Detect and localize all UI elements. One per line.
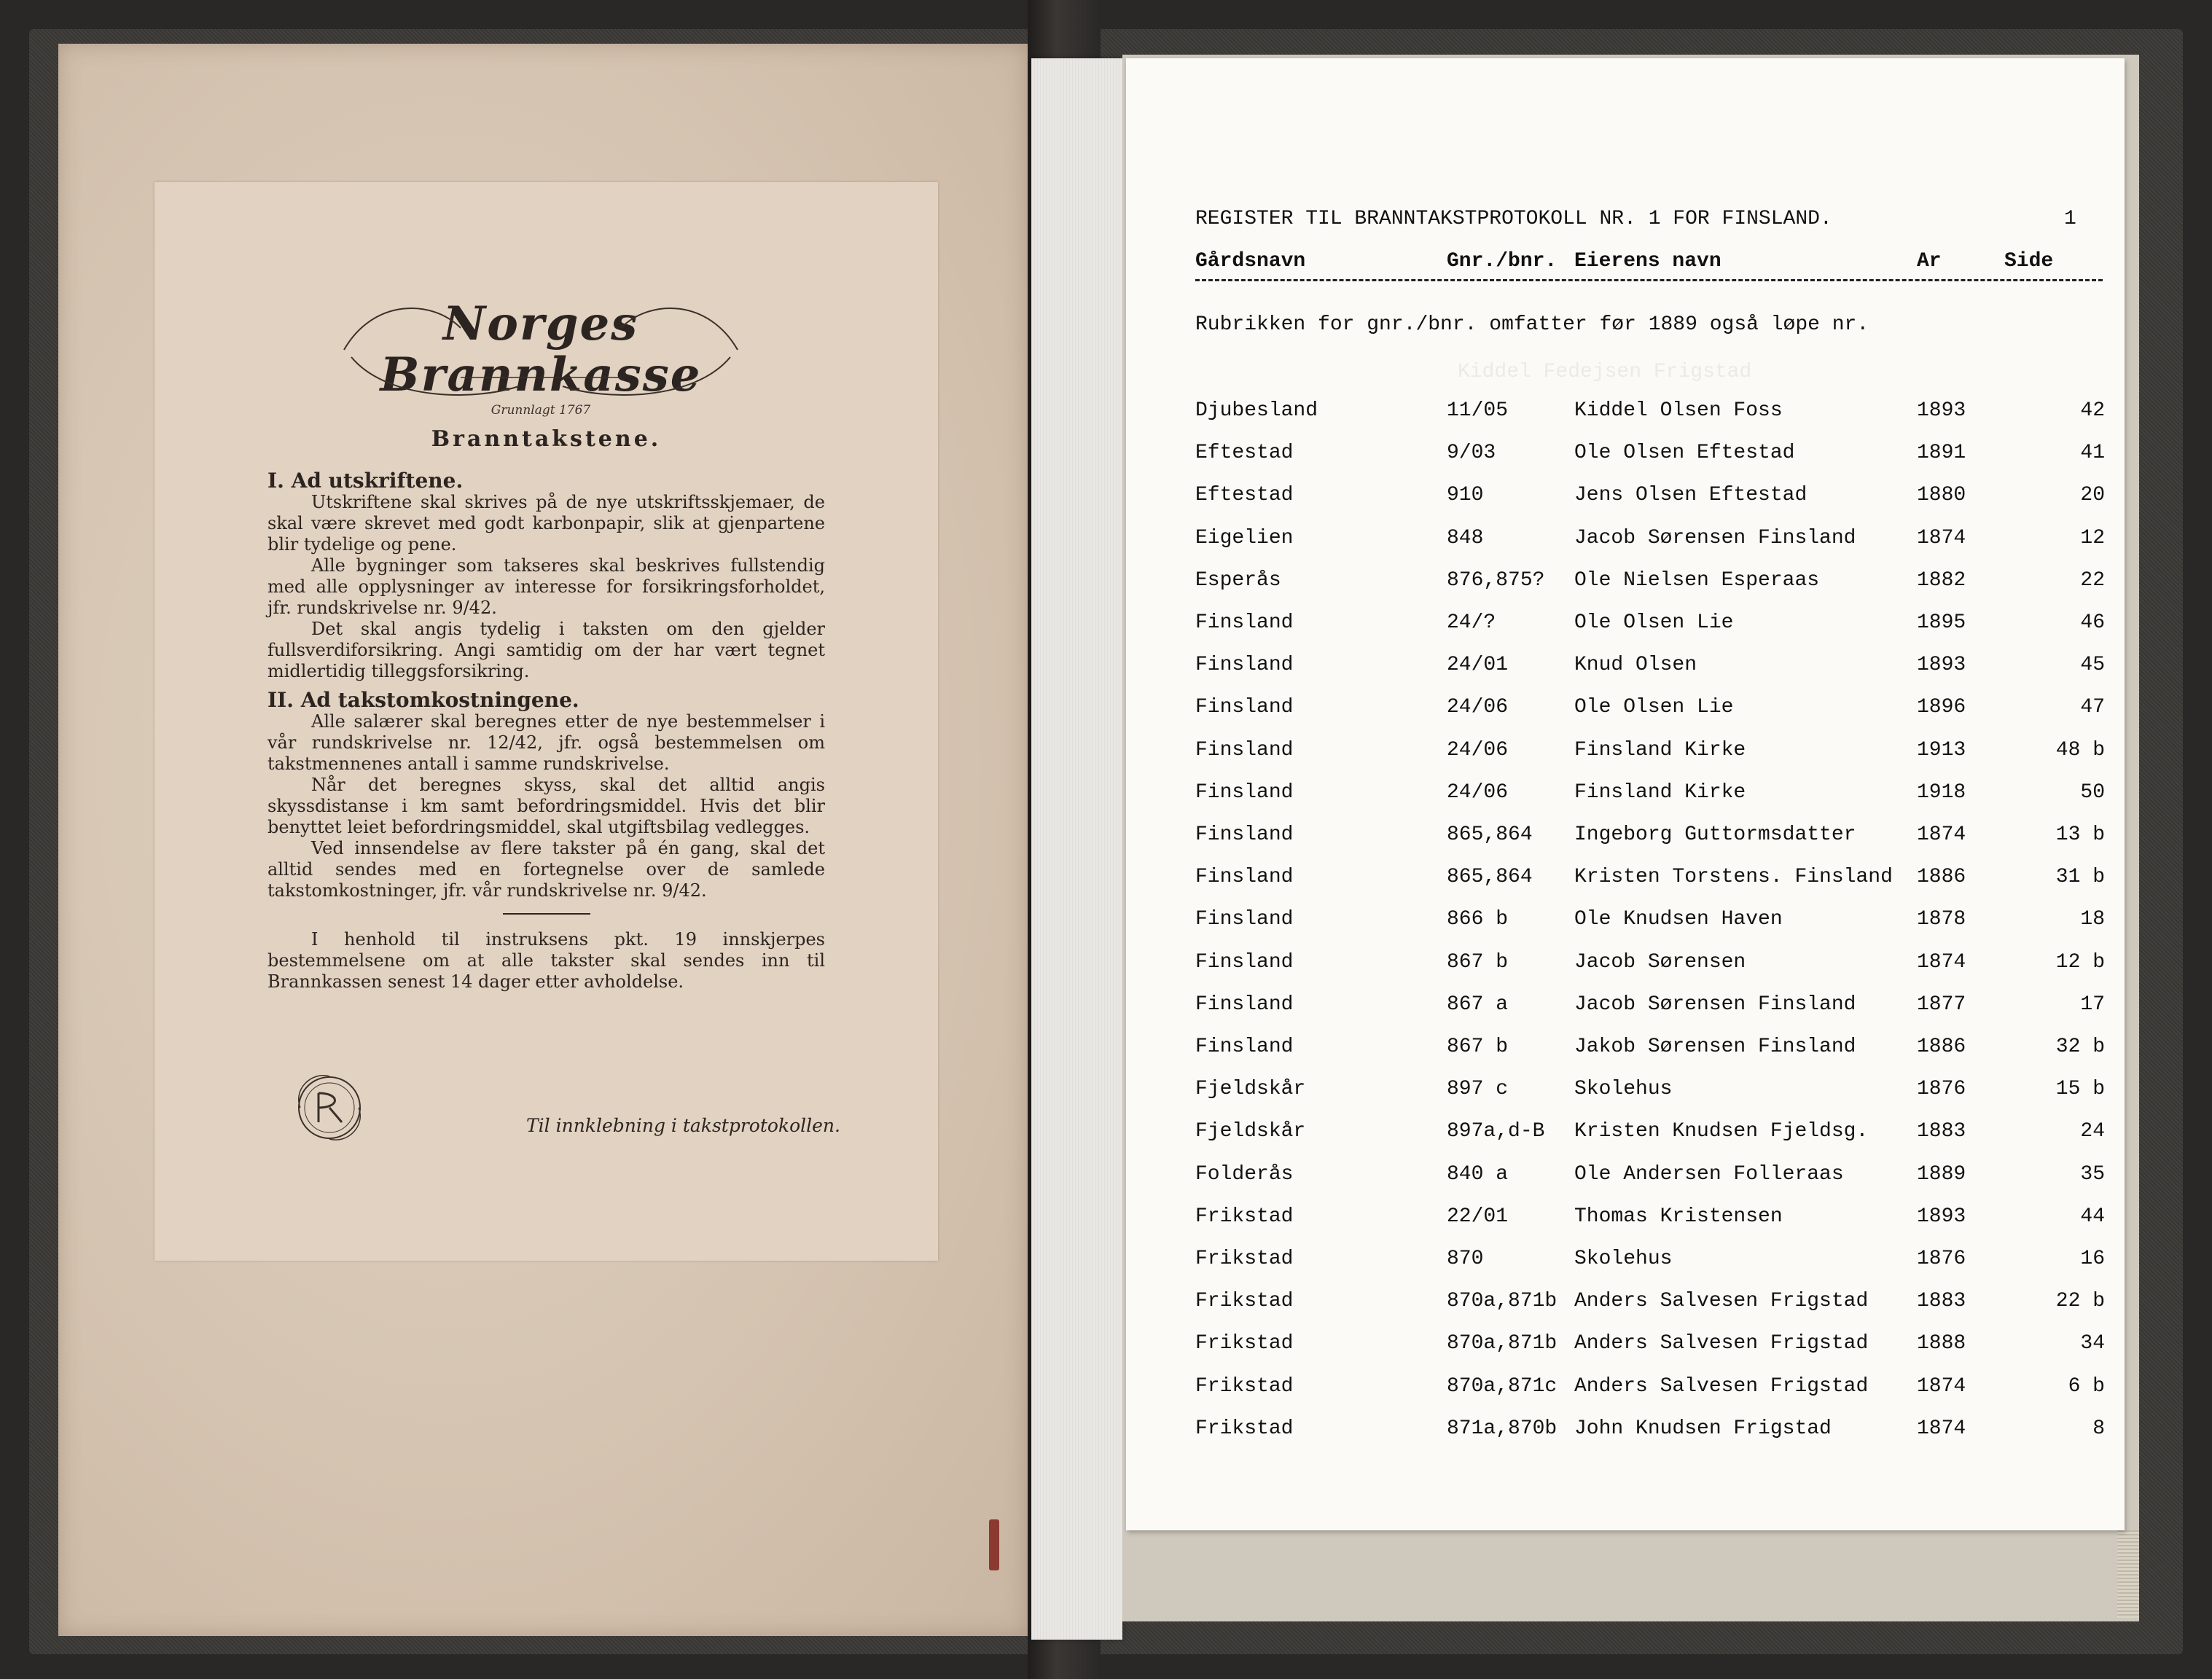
owner-cell: Finsland Kirke: [1574, 780, 1746, 804]
owner-cell: Jacob Sørensen: [1574, 950, 1746, 974]
page-cell: 17: [2080, 993, 2105, 1016]
gnr-cell: 867 a: [1447, 993, 1509, 1016]
page-cell: 46: [2080, 611, 2105, 634]
gnr-cell: 897a,d-B: [1447, 1120, 1545, 1143]
notice-paragraph-7: I henhold til instruksens pkt. 19 innskjerpes bestemmelsene om at alle takster skal sendes inn til Brannkassen senest 14 dager etter avholdelse.: [267, 929, 825, 992]
notice-paragraph-6: Ved innsendelse av flere takster på én gang, skal det alltid sendes med en fortegnelse over de samlede takstomkostninger, jfr. vår rundskrivelse nr. 9/42.: [267, 838, 825, 901]
farm-cell: Frikstad: [1195, 1290, 1294, 1313]
page-edges: [2117, 1530, 2139, 1618]
gnr-cell: 24/01: [1447, 654, 1509, 677]
year-cell: 1874: [1917, 823, 1966, 846]
owner-cell: Ole Olsen Lie: [1574, 696, 1734, 719]
owner-cell: Ole Olsen Eftestad: [1574, 442, 1795, 465]
farm-cell: Finsland: [1195, 780, 1294, 804]
year-cell: 1891: [1917, 442, 1966, 465]
gnr-cell: 910: [1447, 484, 1484, 507]
brannkasse-logo: [344, 297, 738, 418]
notice-paragraph-1: Utskriftene skal skrives på de nye utskriftsskjemaer, de skal være skrevet med godt karbonpapir, slik at gjenpartene blir tydelige og pene.: [267, 492, 825, 555]
gnr-cell: 870a,871b: [1447, 1290, 1558, 1313]
gnr-cell: 876,875?: [1447, 568, 1545, 592]
page-cell: 18: [2080, 908, 2105, 931]
page-cell: 50: [2080, 780, 2105, 804]
farm-cell: Frikstad: [1195, 1417, 1294, 1440]
monogram-seal-icon: [289, 1068, 370, 1148]
page-cell: 12 b: [2055, 950, 2105, 974]
year-cell: 1893: [1917, 654, 1966, 677]
gnr-cell: 11/05: [1447, 399, 1509, 422]
owner-cell: John Knudsen Frigstad: [1574, 1417, 1832, 1440]
section-1-title: I. Ad utskriftene.: [267, 469, 464, 493]
owner-cell: Jakob Sørensen Finsland: [1574, 1036, 1856, 1058]
farm-cell: Frikstad: [1195, 1374, 1294, 1398]
column-header-page: Side: [2004, 250, 2054, 273]
notice-body: [267, 463, 825, 993]
binding-tape: [1031, 58, 1122, 1640]
year-cell: 1895: [1917, 611, 1966, 634]
gnr-cell: 870: [1447, 1248, 1484, 1270]
farm-cell: Fjeldskår: [1195, 1120, 1306, 1143]
header-dashed-rule: [1195, 279, 2103, 281]
year-cell: 1893: [1917, 1205, 1966, 1228]
gnr-cell: 865,864: [1447, 823, 1533, 846]
notice-paragraph-2: Alle bygninger som takseres skal beskrives fullstendig med alle opplysninger av interesse for forsikringsforholdet, jfr. rundskrivelse nr. 9/42.: [267, 555, 825, 618]
page-cell: 32 b: [2055, 1036, 2105, 1058]
notice-paragraph-3: Det skal angis tydelig i taksten om den gjelder fullsverdiforsikring. Angi samtidig om der har vært tegnet midlertidig tilleggsforsikring.: [267, 619, 825, 681]
farm-cell: Finsland: [1195, 908, 1294, 931]
year-cell: 1876: [1917, 1078, 1966, 1101]
gnr-cell: 24/06: [1447, 738, 1509, 762]
gnr-cell: 867 b: [1447, 1036, 1509, 1058]
owner-cell: Jens Olsen Eftestad: [1574, 484, 1807, 507]
farm-cell: Eigelien: [1195, 526, 1294, 549]
gnr-cell: 870a,871b: [1447, 1332, 1558, 1355]
owner-cell: Jacob Sørensen Finsland: [1574, 993, 1856, 1016]
farm-cell: Fjeldskår: [1195, 1078, 1306, 1101]
gnr-cell: 867 b: [1447, 950, 1509, 974]
year-cell: 1893: [1917, 399, 1966, 422]
farm-cell: Esperås: [1195, 568, 1281, 592]
farm-cell: Folderås: [1195, 1162, 1294, 1186]
year-cell: 1889: [1917, 1162, 1966, 1186]
year-cell: 1888: [1917, 1332, 1966, 1355]
year-cell: 1874: [1917, 526, 1966, 549]
farm-cell: Finsland: [1195, 654, 1294, 677]
gnr-cell: 897 c: [1447, 1078, 1509, 1101]
farm-cell: Finsland: [1195, 866, 1294, 889]
owner-cell: Ole Olsen Lie: [1574, 611, 1734, 634]
year-cell: 1883: [1917, 1120, 1966, 1143]
pasted-notice: [155, 182, 938, 1261]
gnr-cell: 865,864: [1447, 866, 1533, 889]
gnr-cell: 866 b: [1447, 908, 1509, 931]
register-title: REGISTER TIL BRANNTAKSTPROTOKOLL NR. 1 FOR FINSLAND.: [1195, 208, 1832, 230]
year-cell: 1913: [1917, 738, 1966, 762]
farm-cell: Finsland: [1195, 611, 1294, 634]
page-cell: 8: [2092, 1417, 2105, 1440]
page-cell: 41: [2080, 442, 2105, 465]
year-cell: 1877: [1917, 993, 1966, 1016]
page-cell: 34: [2080, 1332, 2105, 1355]
gnr-cell: 22/01: [1447, 1205, 1509, 1228]
column-header-year: Ar: [1917, 250, 1942, 273]
farm-cell: Frikstad: [1195, 1205, 1294, 1228]
year-cell: 1874: [1917, 1417, 1966, 1440]
show-through: Kiddel Fedejsen Frigstad: [1458, 361, 1752, 383]
page-cell: 6 b: [2068, 1374, 2105, 1398]
logo-subtitle: Grunnlagt 1767: [491, 402, 591, 418]
farm-cell: Finsland: [1195, 950, 1294, 974]
owner-cell: Anders Salvesen Frigstad: [1574, 1374, 1869, 1398]
owner-cell: Finsland Kirke: [1574, 738, 1746, 762]
owner-cell: Anders Salvesen Frigstad: [1574, 1290, 1869, 1313]
owner-cell: Skolehus: [1574, 1078, 1673, 1101]
year-cell: 1876: [1917, 1248, 1966, 1270]
gnr-cell: 9/03: [1447, 442, 1496, 465]
year-cell: 1896: [1917, 696, 1966, 719]
page-cell: 12: [2080, 526, 2105, 549]
page-cell: 20: [2080, 484, 2105, 507]
year-cell: 1918: [1917, 780, 1966, 804]
column-header-farm: Gårdsnavn: [1195, 250, 1306, 273]
owner-cell: Ole Andersen Folleraas: [1574, 1162, 1844, 1186]
register-note: Rubrikken for gnr./bnr. omfatter før 1889 også løpe nr.: [1195, 313, 1869, 336]
logo-text: Norges Brannkasse: [380, 297, 702, 403]
owner-cell: Skolehus: [1574, 1248, 1673, 1270]
farm-cell: Finsland: [1195, 696, 1294, 719]
logo-flourish-icon: [329, 291, 752, 408]
owner-cell: Kristen Knudsen Fjeldsg.: [1574, 1120, 1869, 1143]
farm-cell: Finsland: [1195, 738, 1294, 762]
owner-cell: Kristen Torstens. Finsland: [1574, 866, 1893, 889]
year-cell: 1874: [1917, 950, 1966, 974]
gnr-cell: 870a,871c: [1447, 1374, 1558, 1398]
farm-cell: Finsland: [1195, 1036, 1294, 1058]
binding-stain: [989, 1519, 999, 1570]
year-cell: 1882: [1917, 568, 1966, 592]
gnr-cell: 24/?: [1447, 611, 1496, 634]
year-cell: 1874: [1917, 1374, 1966, 1398]
farm-cell: Frikstad: [1195, 1248, 1294, 1270]
gnr-cell: 848: [1447, 526, 1484, 549]
page-cell: 47: [2080, 696, 2105, 719]
page-cell: 16: [2080, 1248, 2105, 1270]
page-cell: 48 b: [2055, 738, 2105, 762]
page-cell: 31 b: [2055, 866, 2105, 889]
page-cell: 35: [2080, 1162, 2105, 1186]
gnr-cell: 24/06: [1447, 780, 1509, 804]
page-cell: 13 b: [2055, 823, 2105, 846]
column-header-gnr: Gnr./bnr.: [1447, 250, 1558, 273]
page-cell: 15 b: [2055, 1078, 2105, 1101]
farm-cell: Eftestad: [1195, 442, 1294, 465]
notice-paragraph-5: Når det beregnes skyss, skal det alltid angis skyssdistanse i km samt befordringsmiddel. Hvis det blir benyttet leiet befordringsmiddel, skal utgiftsbilag vedlegges.: [267, 775, 825, 837]
gnr-cell: 840 a: [1447, 1162, 1509, 1186]
owner-cell: Anders Salvesen Frigstad: [1574, 1332, 1869, 1355]
column-header-owner: Eierens navn: [1574, 250, 1721, 273]
register-page-number: 1: [2064, 208, 2076, 230]
year-cell: 1886: [1917, 866, 1966, 889]
year-cell: 1883: [1917, 1290, 1966, 1313]
gnr-cell: 871a,870b: [1447, 1417, 1558, 1440]
page-cell: 44: [2080, 1205, 2105, 1228]
year-cell: 1880: [1917, 484, 1966, 507]
page-cell: 22 b: [2055, 1290, 2105, 1313]
owner-cell: Jacob Sørensen Finsland: [1574, 526, 1856, 549]
owner-cell: Ole Knudsen Haven: [1574, 908, 1783, 931]
notice-footer: Til innklebning i takstprotokollen.: [526, 1115, 840, 1136]
owner-cell: Ole Nielsen Esperaas: [1574, 568, 1820, 592]
owner-cell: Kiddel Olsen Foss: [1574, 399, 1783, 422]
notice-divider: [503, 913, 590, 915]
farm-cell: Eftestad: [1195, 484, 1294, 507]
page-cell: 42: [2080, 399, 2105, 422]
year-cell: 1878: [1917, 908, 1966, 931]
owner-cell: Thomas Kristensen: [1574, 1205, 1783, 1228]
owner-cell: Knud Olsen: [1574, 654, 1697, 677]
section-2-title: II. Ad takstomkostningene.: [267, 688, 579, 712]
farm-cell: Finsland: [1195, 823, 1294, 846]
farm-cell: Djubesland: [1195, 399, 1318, 422]
page-cell: 22: [2080, 568, 2105, 592]
page-cell: 45: [2080, 654, 2105, 677]
notice-heading: Branntakstene.: [431, 426, 662, 452]
notice-paragraph-4: Alle salærer skal beregnes etter de nye bestemmelser i vår rundskrivelse nr. 12/42, jfr. også bestemmelsen om takstmennenes antall i samme rundskrivelse.: [267, 711, 825, 774]
farm-cell: Finsland: [1195, 993, 1294, 1016]
page-cell: 24: [2080, 1120, 2105, 1143]
year-cell: 1886: [1917, 1036, 1966, 1058]
farm-cell: Frikstad: [1195, 1332, 1294, 1355]
gnr-cell: 24/06: [1447, 696, 1509, 719]
owner-cell: Ingeborg Guttormsdatter: [1574, 823, 1856, 846]
